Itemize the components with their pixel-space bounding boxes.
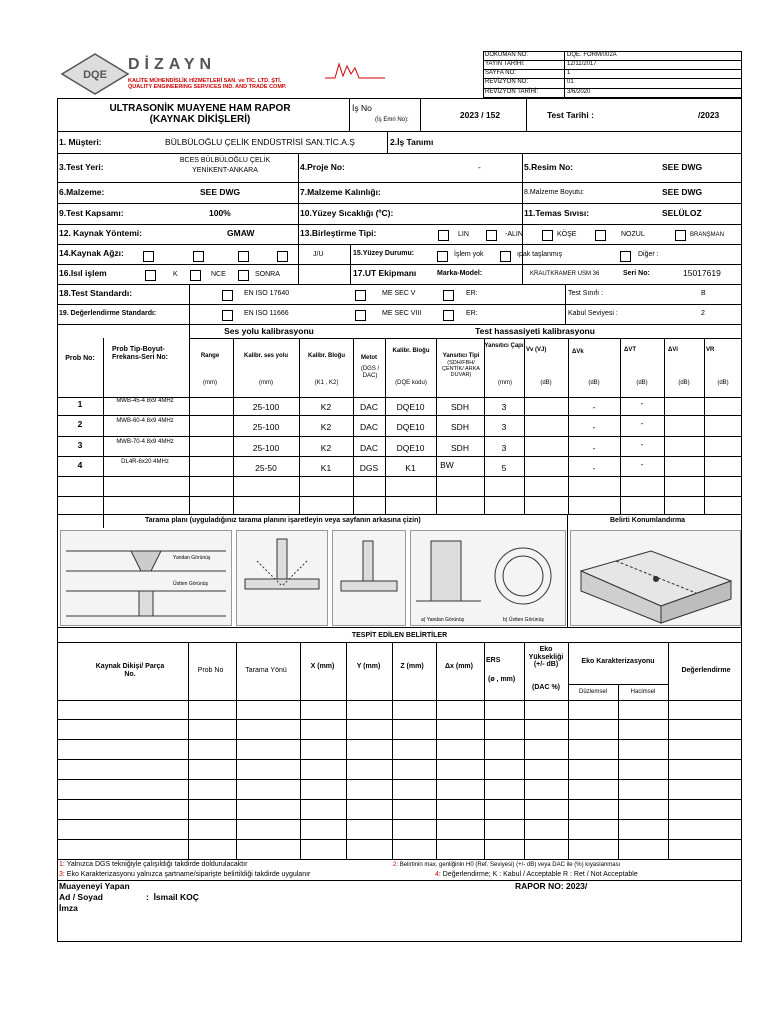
indication-column-divider (618, 700, 619, 860)
test-scope-label: 9.Test Kapsamı: (59, 208, 124, 218)
indication-column-divider (346, 642, 347, 860)
joint-checkbox-4[interactable] (595, 230, 606, 241)
surface-checkbox-3[interactable] (620, 251, 631, 262)
evaluation-standard-label: 19. Değerlendirme Standardı: (59, 310, 157, 317)
customer-value: BÜLBÜLOĞLU ÇELİK ENDÜSTRİSİ SAN.TİC.A.Ş (165, 137, 355, 147)
volumetric-header: Hacimsel (630, 689, 656, 695)
calib-column-divider (103, 338, 104, 528)
probe-no-column-header: Prob No (197, 667, 224, 674)
standard-option-2: ME SEC V (382, 290, 416, 297)
calib-cell-blok: K2 (320, 422, 332, 432)
logo-line-1: KALİTE MÜHENDİSLİK HİZMETLERİ SAN. ve TİC. LTD. ŞTİ. (128, 78, 282, 84)
indication-column-divider (524, 642, 525, 860)
couplant-value: SELÜLOZ (662, 208, 702, 218)
revision-no-value: 01 (567, 79, 574, 85)
material-size-label: 8.Malzeme Boyutu: (524, 189, 584, 196)
doc-no-label: DOKUMAN NO: (485, 52, 529, 58)
signature-label: İmza (59, 903, 78, 913)
reflector-dia-header: Yansıtıcı Çapı (484, 343, 524, 349)
dvt-unit: (dB) (636, 380, 648, 386)
y-mm-header: Y (mm) (356, 663, 381, 670)
groove-checkbox-2[interactable] (193, 251, 204, 262)
indication-column-divider (568, 642, 569, 860)
nozzle-side-caption: a) Yandan Görünüş (421, 617, 465, 623)
joint-option-2: -ALIN (505, 231, 523, 238)
echo-height-header: Eko Yüksekliği (+/- dB) (528, 646, 564, 669)
calib-cell-blok: K1 (320, 463, 332, 473)
calib-cell-cap: 3 (501, 422, 507, 432)
calib-cell-ses: 25-100 (252, 422, 280, 432)
indication-row-divider (57, 719, 742, 720)
doc-info-table (483, 51, 742, 98)
heat-treatment-label: 16.Isıl işlem (59, 268, 107, 278)
report-no: RAPOR NO: 2023/ (515, 881, 588, 891)
joint-option-5: BRANŞMAN (690, 232, 725, 238)
indication-column-divider (436, 642, 437, 860)
indication-location-image (570, 530, 741, 626)
indication-row-divider (57, 839, 742, 840)
block-code-unit: (DQE kodu) (395, 380, 427, 386)
project-no-value: - (478, 162, 481, 172)
x-mm-header: X (mm) (310, 663, 335, 670)
revision-date-label: REVİZYON TARİHİ: (485, 89, 539, 95)
planar-header: Düzlemsel (578, 689, 607, 695)
cal-block-2-header: Kalibr. Bloğu (392, 348, 430, 354)
sound-path-cal-title: Ses yolu kalibrasyonu (224, 326, 314, 336)
joint-option-4: NOZUL (621, 231, 645, 238)
joint-checkbox-3[interactable] (542, 230, 553, 241)
vv-header: Vv (VJ) (526, 347, 547, 353)
scan-diagram-weld-image (60, 530, 232, 626)
acceptance-level-value: 2 (701, 310, 705, 317)
dx-mm-header: Δx (mm) (445, 663, 473, 670)
signal-wave-icon (325, 58, 385, 82)
calib-cell-cap: 5 (501, 463, 507, 473)
calib-cell-no: 1 (77, 399, 83, 409)
customer-label: 1. Müşteri: (59, 137, 102, 147)
groove-label: 14.Kaynak Ağzı: (59, 248, 124, 258)
method-unit: (DGS / DAC) (360, 366, 380, 379)
groove-checkbox-1[interactable] (143, 251, 154, 262)
ers-unit: (ø , mm) (488, 676, 516, 683)
calib-cell-cap: 3 (501, 443, 507, 453)
evaluation-option-3: ER: (466, 310, 478, 317)
brand-model-label: Marka-Model: (437, 270, 483, 277)
standard-option-1: EN ISO 17640 (244, 290, 290, 297)
material-size-value: SEE DWG (662, 187, 703, 197)
page-no-value: 1 (567, 70, 571, 76)
dvk-header: ΔVk (572, 349, 584, 355)
work-order-label: (İş Emri No): (375, 117, 409, 123)
calib-cell-no: 3 (77, 440, 83, 450)
test-class-label: Test Sınıfı : (568, 290, 604, 297)
calib-cell-dvk: - (592, 402, 596, 412)
logo-badge-text: DQE (83, 69, 107, 81)
calib-cell-no: 2 (77, 419, 83, 429)
probe-no-header: Prob No: (65, 355, 95, 362)
groove-option-ju: J/U (313, 251, 324, 258)
scan-diagram-corner-image (332, 530, 406, 626)
reflector-type-header: Yansıtıcı Tipi (442, 353, 480, 359)
calib-cell-dvt: - (640, 398, 644, 408)
calib-cell-kod: DQE10 (396, 443, 425, 453)
calib-cell-metot: DGS (359, 463, 379, 473)
serial-no-label: Seri No: (623, 270, 650, 277)
indication-column-divider (392, 642, 393, 860)
indication-column-divider (236, 642, 237, 860)
test-date-label: Test Tarihi : (547, 110, 594, 120)
calib-cell-blok: K2 (320, 443, 332, 453)
dvi-unit: (dB) (678, 380, 690, 386)
calib-cell-cap: 3 (501, 402, 507, 412)
indication-column-divider (668, 642, 669, 860)
calib-cell-metot: DAC (360, 402, 378, 412)
indication-row-divider (57, 819, 742, 820)
top-view-caption: Üstten Görünüş (173, 581, 209, 587)
indication-row-divider (57, 739, 742, 740)
ers-header: ERS (486, 657, 501, 664)
brand-model-value: KRAUTKRAMER USM 36 (530, 271, 600, 277)
revision-date-value: 3/6/2020 (567, 89, 591, 95)
block-unit: (K1 , K2) (314, 380, 339, 386)
probe-type-header: Prob Tip-Boyut-Frekans-Seri No: (112, 346, 169, 361)
drawing-no-value: SEE DWG (662, 162, 703, 172)
weld-part-no-header: Kaynak Dikişi/ Parça No. (95, 663, 165, 678)
sound-path-unit: (mm) (259, 380, 273, 386)
joint-checkbox-1[interactable] (438, 230, 449, 241)
ut-equipment-label: 17.UT Ekipmanı (353, 268, 417, 278)
calib-cell-ses: 25-50 (255, 463, 277, 473)
echo-char-header: Eko Karakterizasyonu (581, 658, 655, 665)
test-location-line-1: BCES BÜLBÜLOĞLU ÇELİK (179, 157, 271, 164)
heat-checkbox-3[interactable] (238, 270, 249, 281)
doc-no-value: DQE. FORM/002A (567, 52, 617, 58)
calib-cell-prob: MWB-60-4 8x9 4MHz (116, 418, 174, 424)
groove-checkbox-4[interactable] (277, 251, 288, 262)
evaluation-option-1: EN ISO 11666 (244, 310, 289, 317)
calib-cell-dvk: - (592, 443, 596, 453)
surface-option-3: Diğer : (638, 251, 659, 258)
scan-plan-title: Tarama planı (uyguladığınız tarama planını işaretleyin veya sayfanın arkasına çizin) (145, 517, 421, 524)
vv-unit: (dB) (540, 380, 552, 386)
joint-type-label: 13.Birleştirme Tipi: (300, 228, 377, 238)
standard-checkbox-2[interactable] (355, 290, 366, 301)
joint-option-1: LIN (458, 231, 469, 238)
scan-diagram-nozzle-image (410, 530, 566, 626)
footnote-2: Belirtinin max. genliğinin H0 (Ref. Seviyesi) (+/- dB) veya DAC ile (%) kıyaslanması (399, 862, 621, 868)
joint-option-3: KÖŞE (557, 231, 577, 238)
heat-option-1: K (173, 271, 178, 278)
evaluation-header: Değerlendirme (681, 667, 731, 674)
test-location-line-2: YENİKENT-ANKARA (192, 167, 258, 174)
calib-cell-dvt: - (640, 418, 644, 428)
reflector-dia-unit: (mm) (498, 380, 512, 386)
range-header: Range (200, 353, 220, 359)
test-location-label: 3.Test Yeri: (59, 162, 104, 172)
calib-cell-dvt: - (640, 459, 644, 469)
standard-checkbox-3[interactable] (443, 290, 454, 301)
surface-condition-label: 15.Yüzey Durumu: (353, 250, 415, 257)
logo-line-2: QUALITY ENGINEERING SERVICES IND. AND TRADE COMP. (128, 84, 287, 90)
reflector-type-unit: (SDH/FBH/ ÇENTİK/ ARKA DUVAR) (442, 360, 480, 379)
nozzle-top-caption: b) Üstten Görünüş (503, 617, 544, 623)
welding-method-label: 12. Kaynak Yöntemi: (59, 228, 142, 238)
page-no-label: SAYFA NO: (485, 70, 516, 76)
scan-direction-header: Tarama Yönü (245, 667, 287, 674)
calib-cell-prob: DL4R-6x20 4MHz (121, 459, 169, 465)
thickness-label: 7.Malzeme Kalınlığı: (300, 187, 381, 197)
calib-cell-metot: DAC (360, 422, 378, 432)
calib-cell-no: 4 (77, 460, 83, 470)
footnote-4: Değerlendirme; K : Kabul / Acceptable R : Ret / Not Acceptable (442, 871, 638, 878)
surface-checkbox-2[interactable] (500, 251, 511, 262)
job-description-label: 2.İş Tanımı (390, 137, 434, 147)
project-no-label: 4.Proje No: (300, 162, 345, 172)
joint-checkbox-2[interactable] (486, 230, 497, 241)
inspector-name: İsmail KOÇ (153, 892, 199, 902)
calib-cell-tip: SDH (451, 402, 469, 412)
z-mm-header: Z (mm) (400, 663, 424, 670)
revision-no-label: REVİZYON NO: (485, 79, 529, 85)
echo-dac-unit: (DAC %) (532, 684, 560, 691)
calib-cell-dvt: - (640, 439, 644, 449)
dvt-header: ΔVT (624, 347, 636, 353)
job-no-value: 2023 / 152 (459, 110, 501, 120)
dvk-unit: (dB) (588, 380, 600, 386)
material-label: 6.Malzeme: (59, 187, 105, 197)
heat-option-2: NCE (211, 271, 226, 278)
publish-date-value: 12/11/2017 (567, 61, 597, 67)
surface-option-1: İşlem yok (454, 251, 484, 258)
indication-row-divider (57, 759, 742, 760)
surface-temp-label: 10.Yüzey Sıcaklığı (ºC): (300, 208, 394, 218)
test-date-value: /2023 (698, 110, 720, 120)
calib-column-divider (664, 338, 665, 514)
indication-column-divider (484, 642, 485, 860)
report-title: ULTRASONİK MUAYENE HAM RAPOR (109, 103, 291, 114)
calib-cell-prob: MWB-70-4 8x9 4MHz (116, 439, 174, 445)
drawing-no-label: 5.Resim No: (524, 162, 574, 172)
calib-cell-tip: SDH (451, 422, 469, 432)
method-header: Metot (361, 355, 377, 361)
vr-unit: (dB) (717, 380, 729, 386)
footnote-1: Yalnızca DGS tekniğiyle çalışıldığı takdirde doldurulacaktır (66, 861, 248, 868)
surface-checkbox-1[interactable] (437, 251, 448, 262)
cal-sound-path-header: Kalibr. ses yolu (243, 353, 289, 359)
evaluation-checkbox-2[interactable] (355, 310, 366, 321)
sensitivity-cal-title: Test hassasiyeti kalibrasyonu (475, 326, 595, 336)
dvi-header: ΔVi (668, 347, 678, 353)
scan-diagram-tee-image (236, 530, 328, 626)
inspector-label: Muayeneyi Yapan (59, 881, 130, 891)
test-standard-label: 18.Test Standardı: (59, 288, 133, 298)
calib-column-divider (524, 338, 525, 514)
calib-cell-ses: 25-100 (252, 402, 280, 412)
indications-title: TESPİT EDİLEN BELİRTİLER (351, 632, 448, 639)
indication-row-divider (57, 779, 742, 780)
indication-column-divider (300, 642, 301, 860)
publish-date-label: YAYIN TARİHİ: (485, 61, 525, 67)
job-no-label: İş No (352, 103, 372, 113)
surface-option-2: ıpak taşlanmış (517, 251, 563, 258)
calib-cell-kod: DQE10 (396, 402, 425, 412)
groove-checkbox-3[interactable] (238, 251, 249, 262)
welding-method-value: GMAW (227, 228, 255, 238)
calib-cell-prob: MWB-45-4 8x9 4MHz (116, 398, 174, 404)
heat-checkbox-2[interactable] (190, 270, 201, 281)
indication-row-divider (57, 859, 742, 860)
evaluation-checkbox-1[interactable] (222, 310, 233, 321)
name-label: Ad / Soyad (59, 892, 103, 902)
calib-cell-kod: K1 (405, 463, 416, 473)
test-scope-value: 100% (209, 208, 231, 218)
calib-cell-ses: 25-100 (252, 443, 280, 453)
calib-cell-dvk: - (592, 463, 596, 473)
range-unit: (mm) (203, 380, 217, 386)
calib-cell-metot: DAC (360, 443, 378, 453)
couplant-label: 11.Temas Sıvısı: (524, 208, 590, 218)
report-subtitle: (KAYNAK DİKİŞLERİ) (149, 114, 251, 125)
acceptance-level-label: Kabul Seviyesi : (568, 310, 618, 317)
serial-no-value: 15017619 (683, 268, 721, 278)
heat-option-3: SONRA (255, 271, 280, 278)
material-value: SEE DWG (200, 187, 241, 197)
standard-checkbox-1[interactable] (222, 290, 233, 301)
vr-header: VR (706, 347, 715, 353)
indication-row-divider (57, 799, 742, 800)
calib-cell-blok: K2 (320, 402, 332, 412)
evaluation-option-2: ME SEC VIII (382, 310, 422, 317)
logo-brand: DİZAYN (128, 56, 217, 73)
footnote-3: Eko Karakterizasyonu yalnızca şartname/siparişte belirtildiği takdirde uygulanır (66, 871, 311, 878)
calib-cell-kod: DQE10 (396, 422, 425, 432)
company-logo (60, 52, 480, 96)
dqe-badge-icon (60, 52, 130, 96)
indication-column-divider (188, 642, 189, 860)
cal-block-header: Kalibr. Bloğu (307, 353, 345, 359)
heat-checkbox-1[interactable] (145, 270, 156, 281)
calib-column-divider (704, 338, 705, 514)
calib-cell-dvk: - (592, 422, 596, 432)
test-class-value: B (701, 290, 706, 297)
calib-cell-tip: SDH (451, 443, 469, 453)
side-view-caption: Yandan Görünüş (173, 555, 211, 561)
standard-option-3: ER: (466, 290, 478, 297)
evaluation-checkbox-3[interactable] (443, 310, 454, 321)
calib-cell-tip: BW (440, 460, 454, 470)
joint-checkbox-5[interactable] (675, 230, 686, 241)
indication-location-title: Belirti Konumlandırma (610, 517, 686, 524)
